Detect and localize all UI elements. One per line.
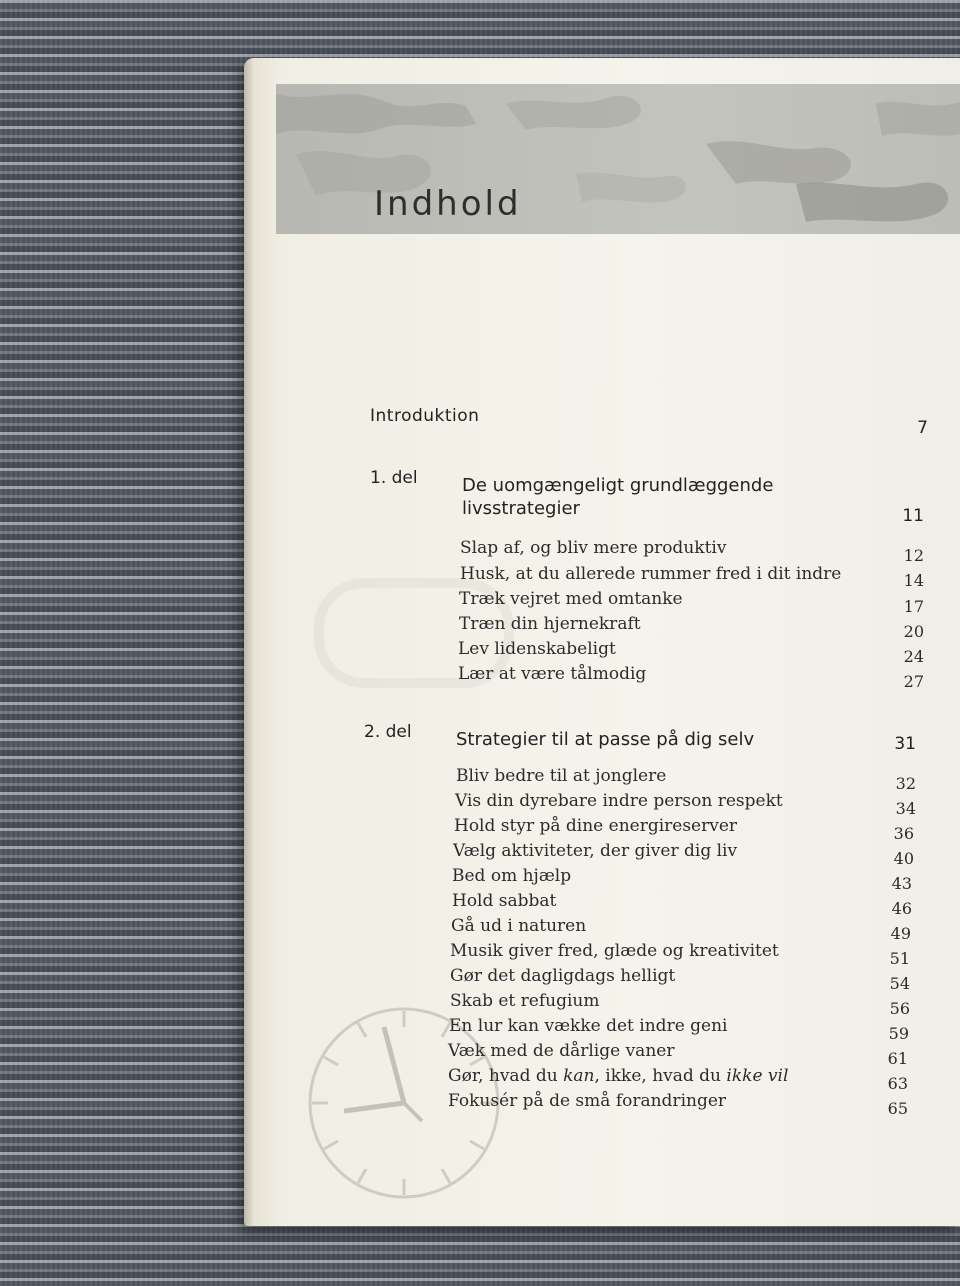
intro-label: Introduktion	[370, 406, 480, 426]
toc-entry-page: 32	[895, 774, 916, 793]
toc-entry: Gør det dagligdags helligt	[450, 966, 676, 986]
toc-entry-page: 63	[887, 1074, 908, 1093]
part-1-title: De uomgængeligt grundlæggende livsstrategier	[462, 475, 774, 519]
toc-entry: Musik giver fred, glæde og kreativitet	[450, 941, 779, 961]
toc-entry: En lur kan vække det indre geni	[449, 1016, 728, 1036]
toc-entry: Lær at være tålmodig	[458, 664, 647, 684]
toc-entry: Væk med de dårlige vaner	[448, 1041, 675, 1061]
toc-entry-page: 27	[903, 672, 924, 691]
toc-entry: Vis din dyrebare indre person respekt	[455, 791, 783, 811]
toc-entry-page: 24	[903, 647, 924, 666]
toc-entry: Vælg aktiviteter, der giver dig liv	[453, 841, 738, 861]
toc-entry: Lev lidenskabeligt	[458, 639, 616, 659]
toc-entry-page: 59	[888, 1024, 909, 1043]
toc-entry-page: 46	[891, 899, 912, 918]
toc-entry: Gør, hvad du kan, ikke, hvad du ikke vil	[448, 1066, 789, 1086]
toc-entry-page: 34	[895, 799, 916, 818]
toc-entry: Hold styr på dine energireserver	[454, 816, 738, 836]
page-heading: Indhold	[374, 184, 522, 224]
toc-entry: Træn din hjernekraft	[459, 614, 641, 634]
toc-entry: Bed om hjælp	[452, 866, 572, 886]
part-1-number: 1. del	[370, 468, 418, 488]
toc-entry-page: 61	[887, 1049, 908, 1068]
part-2-title: Strategier til at passe på dig selv	[456, 729, 755, 750]
toc-entry: Træk vejret med omtanke	[459, 589, 683, 609]
part-2-number: 2. del	[364, 722, 412, 742]
toc-entry-page: 65	[887, 1099, 908, 1118]
toc-entry-page: 43	[891, 874, 912, 893]
toc-entry: Hold sabbat	[452, 891, 557, 911]
toc-entry: Fokusér på de små forandringer	[448, 1091, 727, 1111]
toc-entry: Husk, at du allerede rummer fred i dit indre	[460, 564, 842, 584]
toc-entry: Slap af, og bliv mere produktiv	[460, 538, 727, 558]
intro-page: 7	[917, 418, 928, 438]
toc-entry-page: 56	[889, 999, 910, 1018]
toc-entry-page: 51	[889, 949, 910, 968]
toc-entry-page: 20	[903, 622, 924, 641]
toc-entry: Bliv bedre til at jonglere	[456, 766, 667, 786]
toc-entry-page: 36	[893, 824, 914, 843]
part-1-page: 11	[902, 506, 924, 526]
table-of-contents	[244, 58, 960, 1226]
toc-entry-page: 54	[889, 974, 910, 993]
toc-entry: Skab et refugium	[450, 991, 600, 1011]
book-page	[244, 58, 960, 1226]
toc-entry-page: 17	[903, 597, 924, 616]
toc-entry-page: 12	[903, 546, 924, 565]
toc-entry-page: 40	[893, 849, 914, 868]
toc-entry: Gå ud i naturen	[451, 916, 587, 936]
toc-entry-page: 49	[890, 924, 911, 943]
toc-entry-page: 14	[903, 571, 924, 590]
part-2-page: 31	[894, 734, 916, 754]
